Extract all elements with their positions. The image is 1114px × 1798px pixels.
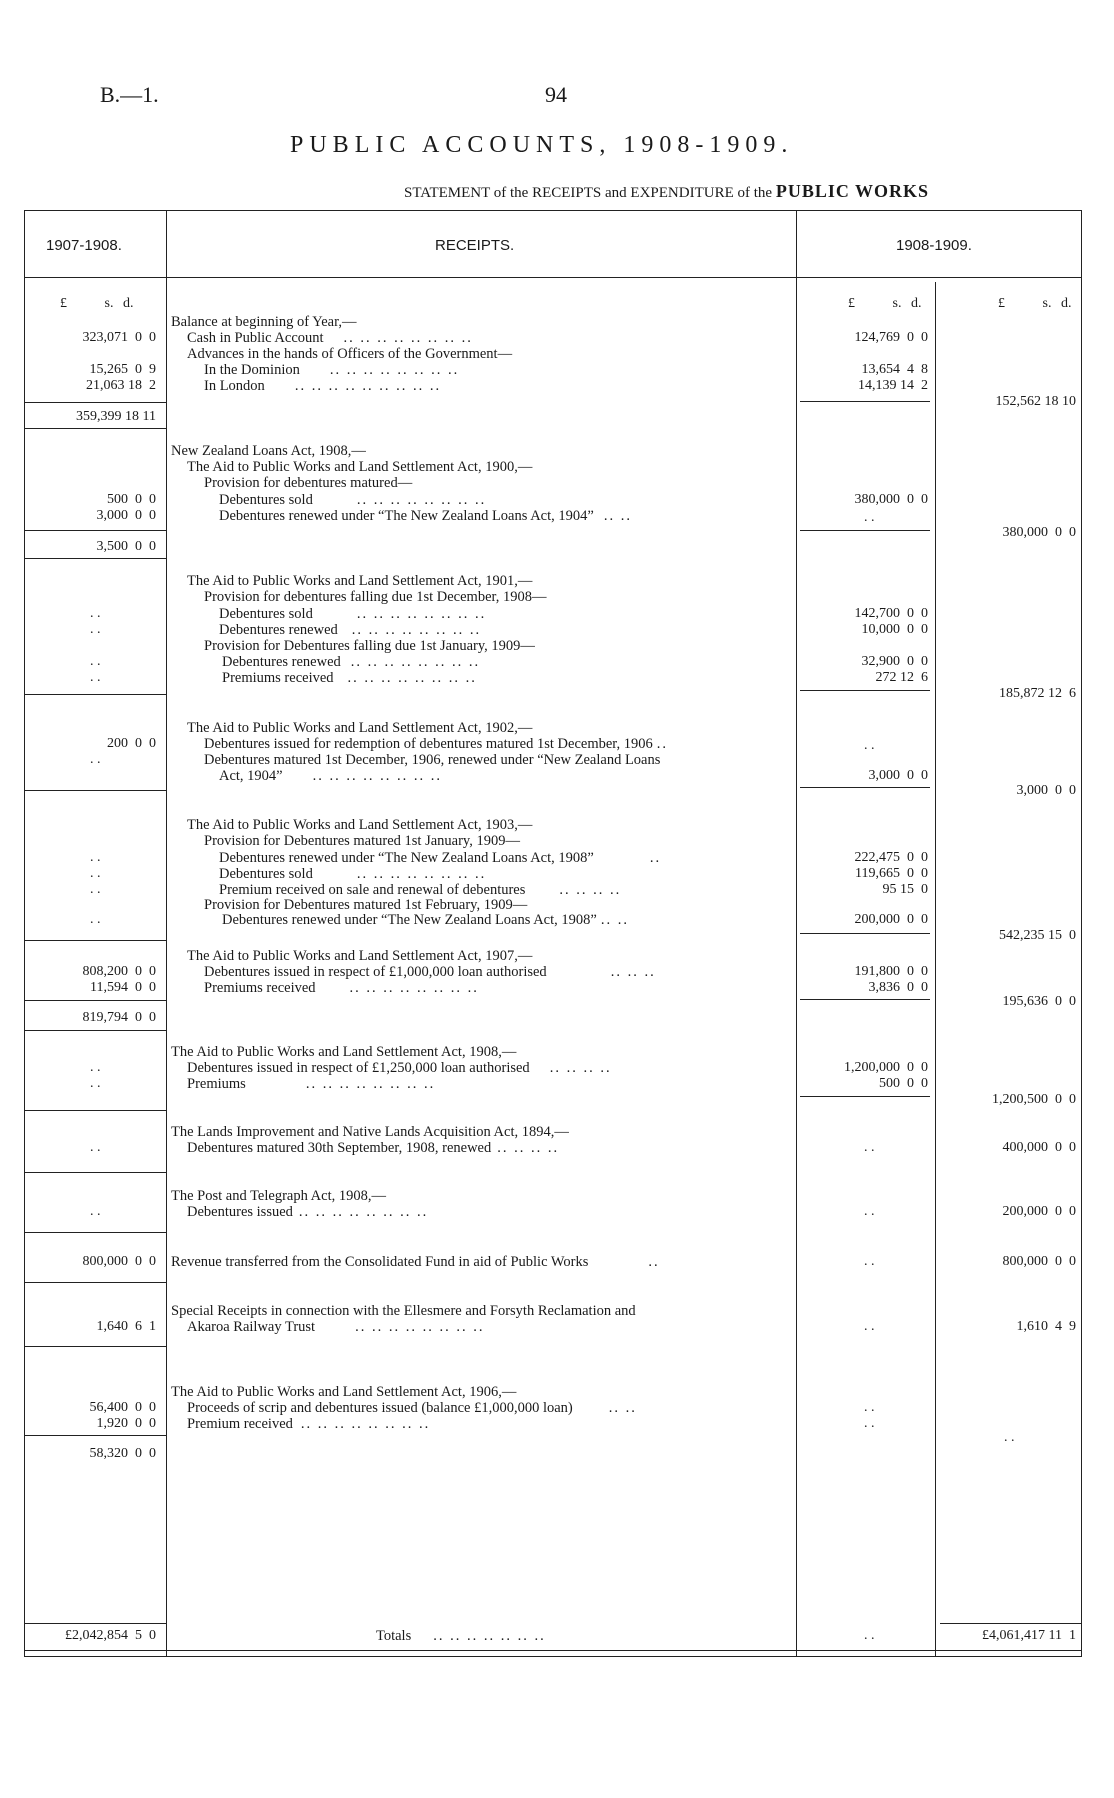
receipt-line: Debentures renewed under “The New Zealand Loans Act, 1908” .. [219,850,662,866]
left-amount: 3,000 0 0 [96,508,156,523]
mid-dots: . . [864,738,875,753]
mid-subtotal-rule [800,999,930,1000]
line-text: Revenue transferred from the Consolidated Fund in aid of Public Works [171,1254,589,1270]
receipt-line: Debentures issued .. .. .. .. .. .. .. .. [187,1204,429,1220]
left-amount: 15,265 0 9 [89,362,156,377]
pence-label: d. [122,296,134,311]
header-bottom-rule [24,277,1082,278]
receipt-line: Proceeds of scrip and debentures issued (balance £1,000,000 loan) .. .. [187,1400,637,1416]
mid-amount: 1,200,000 0 0 [844,1060,928,1075]
subtitle-prefix: STATEMENT of the RECEIPTS and EXPENDITURE of the [404,185,773,201]
pound-label: £ [998,296,1005,311]
page-title: PUBLIC ACCOUNTS, 1908-1909. [290,132,794,158]
left-section-rule [25,1346,166,1347]
doc-ref: B.—1. [100,82,159,107]
receipt-line: Debentures sold .. .. .. .. .. .. .. .. [219,866,487,882]
mid-amount: 380,000 0 0 [854,492,928,507]
receipt-line: Premiums received .. .. .. .. .. .. .. .. [222,670,477,686]
left-amount: 21,063 18 2 [86,378,156,393]
line-text: Premium received on sale and renewal of debentures [219,882,526,898]
receipt-line: Act, 1904” .. .. .. .. .. .. .. .. [219,768,442,784]
mid-currency-labels [848,296,921,312]
line-text: Akaroa Railway Trust [187,1319,316,1335]
totals-label: Totals .. .. .. .. .. .. .. [376,1628,546,1644]
left-amount: 800,000 0 0 [82,1254,156,1269]
receipt-line: Revenue transferred from the Consolidated Fund in aid of Public Works .. [171,1254,660,1270]
receipt-line: Provision for Debentures falling due 1st January, 1909— [204,638,535,654]
line-text: Premiums [187,1076,246,1092]
mid-dots: . . [864,510,875,525]
right-amount: 400,000 0 0 [1002,1140,1076,1155]
right-amount: 200,000 0 0 [1002,1204,1076,1219]
left-amount: 500 0 0 [107,492,156,507]
receipt-line: In London .. .. .. .. .. .. .. .. .. [204,378,442,394]
mid-dots: . . . . [864,1400,875,1431]
mid-dots: . . [864,1628,875,1643]
shillings-label: s. [892,296,902,311]
left-section-rule [25,1232,166,1233]
mid-subtotal-rule [800,1096,930,1097]
receipt-line: Advances in the hands of Officers of the Government— [187,346,513,362]
mid-dots: . . [864,1204,875,1219]
receipt-line: Debentures sold .. .. .. .. .. .. .. .. [219,492,487,508]
mid-amount: 95 15 0 [882,882,928,897]
receipt-line: Provision for debentures matured— [204,475,413,491]
mid-amount: 200,000 0 0 [854,912,928,927]
receipt-line: Premiums received .. .. .. .. .. .. .. .. [204,980,479,996]
mid-subtotal-rule [800,401,930,402]
left-dots: . . . . . . [90,850,101,897]
shillings-label: s. [104,296,114,311]
receipt-line: Debentures renewed .. .. .. .. .. .. .. .. [219,622,482,638]
col-header-receipts: RECEIPTS. [435,237,515,254]
line-text: Debentures issued in respect of £1,000,000 loan authorised [204,964,547,980]
pound-label: £ [848,296,855,311]
right-amount: 380,000 0 0 [1002,525,1076,540]
left-total-rule [25,1623,166,1624]
left-dots: . . . . [90,1060,101,1091]
receipt-line: Debentures issued in respect of £1,000,000 loan authorised .. .. .. [204,964,656,980]
receipt-line: Debentures sold .. .. .. .. .. .. .. .. [219,606,487,622]
line-text: Debentures renewed under “The New Zealand Loans Act, 1908” [222,912,597,928]
mid-amount: 32,900 0 0 [861,654,928,669]
line-text: Debentures issued for redemption of debentures matured 1st December, 1906 [204,736,653,752]
mid-subtotal-rule [800,530,930,531]
line-text: Premiums received [222,670,334,686]
line-text: Debentures renewed under “The New Zealand Loans Act, 1908” [219,850,594,866]
receipt-line: Special Receipts in connection with the Ellesmere and Forsyth Reclamation and [171,1303,636,1319]
pence-label: d. [1060,296,1072,311]
line-text: Act, 1904” [219,768,283,784]
line-text: Debentures sold [219,492,313,508]
receipt-line: Debentures renewed under “The New Zealand Loans Act, 1904” .. .. [219,508,632,524]
mid-amount: 10,000 0 0 [861,622,928,637]
receipt-line: Provision for Debentures matured 1st January, 1909— [204,833,520,849]
left-amount: 1,640 6 1 [96,1319,156,1334]
left-amount: 1,920 0 0 [96,1416,156,1431]
right-amount: 195,636 0 0 [1002,994,1076,1009]
receipt-line: Debentures renewed under “The New Zealand Loans Act, 1908” .. .. [222,912,629,928]
receipt-line: The Aid to Public Works and Land Settlement Act, 1906,— [171,1384,517,1400]
left-total: £2,042,854 5 0 [65,1628,156,1643]
left-section-rule [25,790,166,791]
left-amount: 200 0 0 [107,736,156,751]
table-bottom-rule-1 [24,1650,1082,1651]
receipt-line: The Aid to Public Works and Land Settlement Act, 1907,— [187,948,533,964]
right-amount: 185,872 12 6 [999,686,1076,701]
receipt-line: Debentures matured 1st December, 1906, renewed under “New Zealand Loans [204,752,661,768]
table-right-rule [1081,210,1082,1657]
mid-subtotal-rule [800,933,930,934]
left-subtotal-rule [25,530,166,531]
right-total-rule [940,1623,1081,1624]
subtitle-bold: PUBLIC WORKS [775,181,930,201]
line-text: In London [204,378,265,394]
mid-amount: 3,836 0 0 [868,980,928,995]
mid-amount: 191,800 0 0 [854,964,928,979]
left-dots: . . [90,1204,101,1219]
mid-amount: 14,139 14 2 [858,378,928,393]
receipt-line: Provision for Debentures matured 1st February, 1909— [204,897,528,913]
receipt-line: Premium received .. .. .. .. .. .. .. .. [187,1416,431,1432]
line-text: Debentures renewed [222,654,341,670]
receipt-line: Provision for debentures falling due 1st December, 1908— [204,589,547,605]
table-top-rule [24,210,1082,211]
col-header-curr-year: 1908-1909. [896,237,972,254]
col-divider-3 [935,282,936,1657]
left-section-rule [25,694,166,695]
mid-amount: 500 0 0 [879,1076,928,1091]
receipt-line: Akaroa Railway Trust .. .. .. .. .. .. .. .. [187,1319,485,1335]
mid-amount: 119,665 0 0 [855,866,928,881]
receipt-line: The Aid to Public Works and Land Settlement Act, 1908,— [171,1044,517,1060]
mid-amount: 13,654 4 8 [861,362,928,377]
right-amount: 800,000 0 0 [1002,1254,1076,1269]
line-text: Debentures issued [187,1204,293,1220]
statement-subtitle [404,181,929,202]
shillings-label: s. [1042,296,1052,311]
receipt-line: In the Dominion .. .. .. .. .. .. .. .. [204,362,460,378]
receipt-line: Balance at beginning of Year,— [171,314,357,330]
line-text: Totals [376,1628,412,1644]
receipt-line: Premiums .. .. .. .. .. .. .. .. [187,1076,436,1092]
left-dots: . . . . [90,606,101,637]
pound-label: £ [60,296,67,311]
receipt-line: Debentures matured 30th September, 1908, renewed .. .. .. .. [187,1140,560,1156]
page-number: 94 [545,82,567,107]
right-amount: 152,562 18 10 [995,394,1076,409]
right-currency-labels [998,296,1071,312]
mid-amount: 124,769 0 0 [854,330,928,345]
left-subtotal-rule [25,1000,166,1001]
line-text: Debentures renewed under “The New Zealand Loans Act, 1904” [219,508,594,524]
left-subtotal-rule [25,402,166,403]
left-dots: . . . . [90,654,101,685]
right-dots: . . [1004,1430,1015,1445]
receipt-line: Debentures renewed .. .. .. .. .. .. .. .. [222,654,481,670]
left-section-rule [25,1282,166,1283]
left-section-rule [25,1030,166,1031]
mid-amount: 222,475 0 0 [854,850,928,865]
receipt-line: The Lands Improvement and Native Lands Acquisition Act, 1894,— [171,1124,569,1140]
receipt-line: Premium received on sale and renewal of debentures .. .. .. .. [219,882,622,898]
receipt-line: The Aid to Public Works and Land Settlement Act, 1903,— [187,817,533,833]
line-text: Debentures renewed [219,622,338,638]
col-divider-2 [796,210,797,1657]
right-total: £4,061,417 11 1 [982,1628,1076,1643]
left-amount: 11,594 0 0 [90,980,156,995]
line-text: Debentures sold [219,606,313,622]
left-subtotal: 3,500 0 0 [96,539,156,554]
line-text: Proceeds of scrip and debentures issued (balance £1,000,000 loan) [187,1400,573,1416]
right-amount: 542,235 15 0 [999,928,1076,943]
table-bottom-rule-2 [24,1656,1082,1657]
receipt-line: The Aid to Public Works and Land Settlement Act, 1902,— [187,720,533,736]
left-amount: 808,200 0 0 [82,964,156,979]
left-dots: . . [90,752,101,767]
line-text: Premiums received [204,980,316,996]
left-section-rule [25,940,166,941]
line-text: In the Dominion [204,362,300,378]
receipt-line: New Zealand Loans Act, 1908,— [171,443,366,459]
line-text: Debentures issued in respect of £1,250,000 loan authorised [187,1060,530,1076]
receipt-line: Debentures issued for redemption of debentures matured 1st December, 1906 .. [204,736,669,752]
left-dots: . . [90,1140,101,1155]
left-amount: 323,071 0 0 [82,330,156,345]
receipt-line: The Aid to Public Works and Land Settlement Act, 1900,— [187,459,533,475]
mid-subtotal-rule [800,787,930,788]
receipt-line: The Aid to Public Works and Land Settlement Act, 1901,— [187,573,533,589]
line-text: Debentures matured 30th September, 1908, renewed [187,1140,492,1156]
mid-amount: 272 12 6 [875,670,928,685]
mid-amount: 142,700 0 0 [854,606,928,621]
line-text: Premium received [187,1416,293,1432]
left-subtotal-rule [25,1435,166,1436]
receipt-line: Debentures issued in respect of £1,250,000 loan authorised .. .. .. .. [187,1060,612,1076]
right-amount: 1,610 4 9 [1016,1319,1076,1334]
mid-dots: . . [864,1140,875,1155]
left-subtotal: 359,399 18 11 [76,409,156,424]
right-amount: 3,000 0 0 [1016,783,1076,798]
col-divider-1 [166,210,167,1657]
left-section-rule [25,428,166,429]
receipt-line: The Post and Telegraph Act, 1908,— [171,1188,386,1204]
pence-label: d. [910,296,922,311]
receipt-line: Cash in Public Account .. .. .. .. .. .. .. .. [187,330,473,346]
left-section-rule [25,1110,166,1111]
line-text: Debentures sold [219,866,313,882]
right-amount: 1,200,500 0 0 [992,1092,1076,1107]
mid-amount: 3,000 0 0 [868,768,928,783]
line-text: Cash in Public Account [187,330,324,346]
left-amount: 56,400 0 0 [89,1400,156,1415]
col-header-prev-year: 1907-1908. [46,237,122,254]
left-section-rule [25,558,166,559]
mid-dots: . . [864,1254,875,1269]
left-section-rule [25,1172,166,1173]
left-subtotal: 58,320 0 0 [89,1446,156,1461]
left-subtotal: 819,794 0 0 [82,1010,156,1025]
left-currency-labels [60,296,133,312]
mid-dots: . . [864,1319,875,1334]
left-dots: . . [90,912,101,927]
mid-subtotal-rule [800,690,930,691]
